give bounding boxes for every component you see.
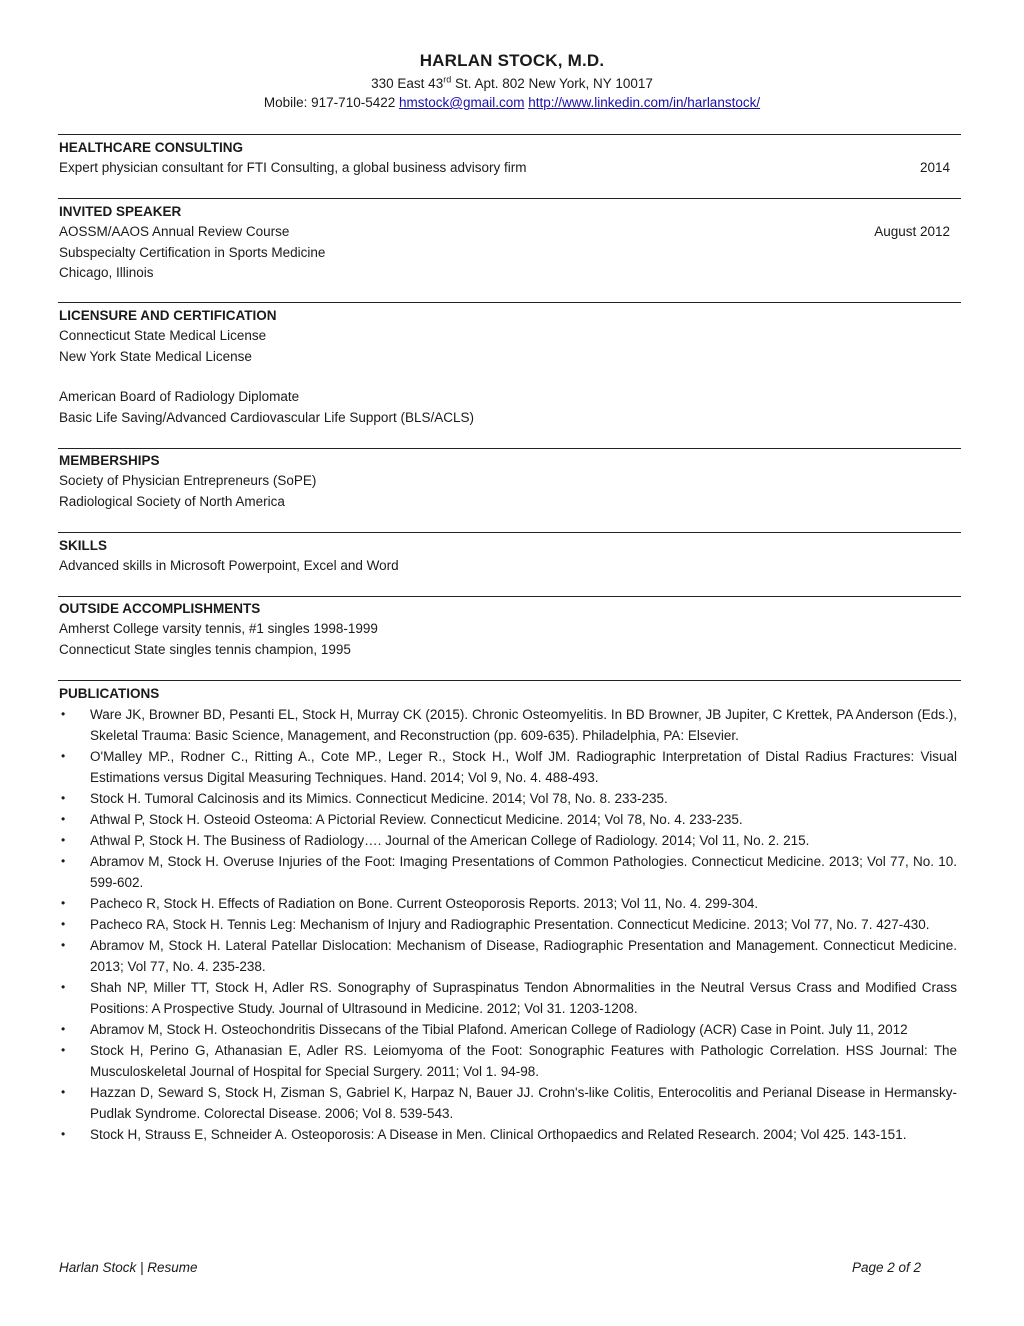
section-divider	[58, 448, 961, 449]
bullet-icon: •	[61, 1043, 66, 1057]
person-name: HARLAN STOCK, M.D.	[419, 51, 605, 70]
bullet-icon: •	[61, 749, 66, 763]
section-title: INVITED SPEAKER	[59, 204, 182, 219]
section-divider	[58, 134, 961, 135]
list-item	[59, 347, 960, 368]
item-text: New York State Medical License	[59, 348, 252, 364]
bullet-icon: •	[61, 812, 66, 826]
bullet-icon: •	[61, 980, 66, 994]
section-title: LICENSURE AND CERTIFICATION	[59, 308, 277, 323]
item-text: Advanced skills in Microsoft Powerpoint, Excel and Word	[59, 558, 399, 573]
publication-item	[59, 788, 957, 809]
section-title: MEMBERSHIPS	[59, 453, 160, 468]
publication-text: Stock H, Strauss E, Schneider A. Osteoporosis: A Disease in Men. Clinical Orthopaedics and Related Research. 2004; Vol 425. 143-151.	[90, 1127, 907, 1142]
item-text: American Board of Radiology Diplomate	[59, 389, 300, 404]
publication-text: O'Malley MP., Rodner C., Ritting A., Cote MP., Leger R., Stock H., Wolf JM. Radiographic Interpretation of Distal Radius Fractures: Visual Estimations versus Digital Measuring Techniques. Hand. 2014; Vol 9, No. 4. 488-493.	[90, 749, 957, 785]
list-item	[59, 387, 960, 408]
publication-text: Pacheco RA, Stock H. Tennis Leg: Mechanism of Injury and Radiographic Presentation. Connecticut Medicine. 2013; Vol 77, No. 7. 427-430.	[90, 917, 930, 932]
resume-header	[0, 50, 1024, 112]
publication-text: Hazzan D, Seward S, Stock H, Zisman S, Gabriel K, Harpaz N, Bauer JJ. Crohn's-like Colitis, Enterocolitis and Perianal Disease in Hermansky-Pudlak Syndrome. Colorectal Disease. 2006; Vol 8. 539-543.	[90, 1085, 957, 1121]
publication-item	[59, 935, 957, 977]
bullet-icon: •	[61, 1127, 66, 1141]
section-skills	[59, 536, 960, 577]
entry-text: Expert physician consultant for FTI Consulting, a global business advisory firm	[59, 160, 527, 175]
bullet-icon: •	[61, 917, 66, 931]
section-divider	[58, 198, 961, 199]
address	[0, 74, 1024, 93]
address-street-number: 330 East 43	[371, 76, 444, 91]
entry-text: Subspecialty Certification in Sports Medicine	[59, 244, 326, 260]
section-divider	[58, 532, 961, 533]
bullet-icon: •	[61, 938, 66, 952]
section-healthcare-consulting	[59, 138, 960, 179]
list-item	[59, 326, 960, 347]
address-ordinal: rd	[443, 74, 452, 85]
publication-item	[59, 1019, 957, 1040]
publication-text: Athwal P, Stock H. The Business of Radiology…. Journal of the American College of Radiology. 2014; Vol 11, No. 2. 215.	[90, 833, 810, 848]
item-text: Amherst College varsity tennis, #1 singles 1998-1999	[59, 621, 378, 636]
address-rest: St. Apt. 802 New York, NY 10017	[451, 76, 653, 91]
publication-text: Shah NP, Miller TT, Stock H, Adler RS. Sonography of Supraspinatus Tendon Abnormalities in the Neutral Versus Crass and Modified Crass Positions: A Prospective Study. Journal of Ultrasound in Medicine. 2012; Vol 31. 1203-1208.	[90, 980, 957, 1016]
publication-item	[59, 914, 957, 935]
publication-item	[59, 1082, 957, 1124]
publication-item	[59, 977, 957, 1019]
list-item	[59, 556, 960, 577]
list-item	[59, 619, 960, 640]
publication-text: Pacheco R, Stock H. Effects of Radiation on Bone. Current Osteoporosis Reports. 2013; Vol 11, No. 4. 299-304.	[90, 896, 759, 911]
publication-text: Abramov M, Stock H. Overuse Injuries of the Foot: Imaging Presentations of Common Pathologies. Connecticut Medicine. 2013; Vol 77, No. 10. 599-602.	[90, 854, 957, 890]
entry-date: August 2012	[874, 224, 950, 239]
section-title: OUTSIDE ACCOMPLISHMENTS	[59, 601, 261, 616]
publication-item	[59, 704, 957, 746]
section-title: PUBLICATIONS	[59, 686, 160, 701]
publication-list	[59, 704, 957, 1145]
bullet-icon: •	[61, 1085, 66, 1099]
entry-line	[59, 243, 960, 264]
publication-text: Stock H. Tumoral Calcinosis and its Mimics. Connecticut Medicine. 2014; Vol 78, No. 8. 233-235.	[90, 791, 668, 806]
section-invited-speaker	[59, 202, 960, 284]
entry-date: 2014	[919, 160, 950, 175]
section-divider	[58, 680, 961, 681]
list-item	[59, 471, 960, 492]
entry-text: Chicago, Illinois	[59, 265, 154, 280]
section-title: SKILLS	[59, 538, 108, 553]
entry-line	[59, 222, 960, 243]
publication-item	[59, 851, 957, 893]
linkedin-link[interactable]: http://www.linkedin.com/in/harlanstock/	[528, 95, 761, 110]
entry-line	[59, 263, 960, 284]
publication-text: Athwal P, Stock H. Osteoid Osteoma: A Pictorial Review. Connecticut Medicine. 2014; Vol 78, No. 4. 233-235.	[90, 812, 743, 827]
section-memberships	[59, 451, 960, 512]
publication-text: Stock H, Perino G, Athanasian E, Adler RS. Leiomyoma of the Foot: Sonographic Features with Pathologic Correlation. HSS Journal: The Musculoskeletal Journal of Hospital for Special Surgery. 2011; Vol 1. 94-98.	[90, 1043, 957, 1079]
publication-text: Ware JK, Browner BD, Pesanti EL, Stock H, Murray CK (2015). Chronic Osteomyelitis. In BD Browner, JB Jupiter, C Krettek, PA Anderson (Eds.), Skeletal Trauma: Basic Science, Management, and Reconstruction (pp. 609-635). Philadelphia, PA: Elsevier.	[90, 707, 957, 743]
list-item	[59, 492, 960, 513]
item-text: Connecticut State Medical License	[59, 328, 267, 343]
bullet-icon: •	[61, 854, 66, 868]
publication-text: Abramov M, Stock H. Osteochondritis Dissecans of the Tibial Plafond. American College of Radiology (ACR) Case in Point. July 11, 2012	[90, 1022, 908, 1037]
publication-item	[59, 809, 957, 830]
section-publications	[59, 684, 957, 1145]
spacer	[59, 367, 960, 387]
list-item	[59, 408, 960, 429]
section-divider	[58, 302, 961, 303]
entry-text: AOSSM/AAOS Annual Review Course	[59, 224, 290, 239]
publication-item	[59, 830, 957, 851]
item-text: Society of Physician Entrepreneurs (SoPE)	[59, 473, 317, 488]
bullet-icon: •	[61, 791, 66, 805]
contact-line	[0, 93, 1024, 112]
bullet-icon: •	[61, 896, 66, 910]
entry-line	[59, 158, 960, 179]
item-text: Basic Life Saving/Advanced Cardiovascular Life Support (BLS/ACLS)	[59, 409, 474, 425]
bullet-icon: •	[61, 1022, 66, 1036]
bullet-icon: •	[61, 707, 66, 721]
item-text: Connecticut State singles tennis champion, 1995	[59, 641, 351, 657]
publication-item	[59, 1040, 957, 1082]
section-licensure	[59, 306, 960, 428]
email-link[interactable]: hmstock@gmail.com	[398, 95, 525, 110]
footer-page-number: Page 2 of 2	[851, 1260, 921, 1275]
publication-item	[59, 1124, 957, 1145]
publication-item	[59, 746, 957, 788]
section-title: HEALTHCARE CONSULTING	[59, 140, 243, 155]
section-divider	[58, 596, 961, 597]
item-text: Radiological Society of North America	[59, 493, 285, 509]
mobile-number: Mobile: 917-710-5422	[263, 95, 399, 110]
publication-item	[59, 893, 957, 914]
list-item	[59, 640, 960, 661]
bullet-icon: •	[61, 833, 66, 847]
publication-text: Abramov M, Stock H. Lateral Patellar Dislocation: Mechanism of Disease, Radiographic Presentation and Management. Connecticut Medicine. 2013; Vol 77, No. 4. 235-238.	[90, 938, 957, 974]
section-outside-accomplishments	[59, 599, 960, 660]
footer-left: Harlan Stock | Resume	[59, 1260, 198, 1275]
page-footer	[59, 1260, 921, 1275]
